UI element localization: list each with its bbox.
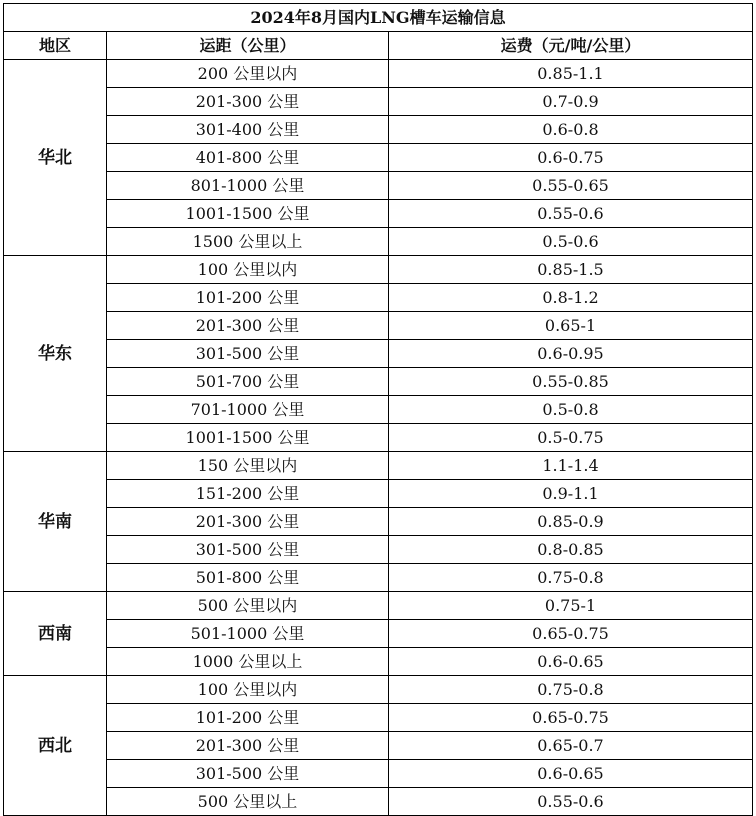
table-row <box>4 648 753 676</box>
table-row <box>4 200 753 228</box>
fee-cell: 1.1-1.4 <box>389 452 753 480</box>
fee-cell: 0.85-1.1 <box>389 60 753 88</box>
region-name: 西北 <box>4 676 107 816</box>
table-row <box>4 788 753 816</box>
distance-cell: 801-1000 公里 <box>107 172 389 200</box>
table-row <box>4 144 753 172</box>
fee-cell: 0.8-0.85 <box>389 536 753 564</box>
distance-cell: 301-500 公里 <box>107 340 389 368</box>
fee-cell: 0.6-0.8 <box>389 116 753 144</box>
fee-cell: 0.8-1.2 <box>389 284 753 312</box>
table-row <box>4 620 753 648</box>
fee-cell: 0.6-0.65 <box>389 648 753 676</box>
fee-cell: 0.5-0.8 <box>389 396 753 424</box>
region-name: 华南 <box>4 452 107 592</box>
table-row <box>4 396 753 424</box>
table-row <box>4 312 753 340</box>
fee-cell: 0.75-0.8 <box>389 676 753 704</box>
fee-cell: 0.65-0.7 <box>389 732 753 760</box>
fee-cell: 0.6-0.75 <box>389 144 753 172</box>
distance-cell: 201-300 公里 <box>107 312 389 340</box>
distance-cell: 301-500 公里 <box>107 760 389 788</box>
distance-cell: 200 公里以内 <box>107 60 389 88</box>
region-name: 华北 <box>4 60 107 256</box>
title-row <box>4 4 753 32</box>
distance-cell: 501-700 公里 <box>107 368 389 396</box>
lng-transport-table <box>3 3 753 816</box>
header-distance: 运距（公里） <box>107 32 389 60</box>
distance-cell: 150 公里以内 <box>107 452 389 480</box>
distance-cell: 1001-1500 公里 <box>107 424 389 452</box>
table-row <box>4 424 753 452</box>
fee-cell: 0.85-1.5 <box>389 256 753 284</box>
region-name: 华东 <box>4 256 107 452</box>
fee-cell: 0.55-0.85 <box>389 368 753 396</box>
fee-cell: 0.75-0.8 <box>389 564 753 592</box>
distance-cell: 201-300 公里 <box>107 88 389 116</box>
table-row <box>4 676 753 704</box>
fee-cell: 0.65-0.75 <box>389 620 753 648</box>
header-region: 地区 <box>4 32 107 60</box>
table-row <box>4 480 753 508</box>
distance-cell: 500 公里以上 <box>107 788 389 816</box>
fee-cell: 0.6-0.95 <box>389 340 753 368</box>
fee-cell: 0.85-0.9 <box>389 508 753 536</box>
distance-cell: 151-200 公里 <box>107 480 389 508</box>
fee-cell: 0.6-0.65 <box>389 760 753 788</box>
table-row <box>4 88 753 116</box>
distance-cell: 1000 公里以上 <box>107 648 389 676</box>
table-row <box>4 592 753 620</box>
distance-cell: 301-500 公里 <box>107 536 389 564</box>
table-row <box>4 760 753 788</box>
distance-cell: 201-300 公里 <box>107 732 389 760</box>
distance-cell: 500 公里以内 <box>107 592 389 620</box>
table-row <box>4 340 753 368</box>
table-row <box>4 704 753 732</box>
fee-cell: 0.5-0.75 <box>389 424 753 452</box>
table-row <box>4 284 753 312</box>
fee-cell: 0.7-0.9 <box>389 88 753 116</box>
fee-cell: 0.65-0.75 <box>389 704 753 732</box>
header-fee: 运费（元/吨/公里） <box>389 32 753 60</box>
table-row <box>4 508 753 536</box>
table-row <box>4 228 753 256</box>
table-row <box>4 60 753 88</box>
table-row <box>4 536 753 564</box>
distance-cell: 100 公里以内 <box>107 676 389 704</box>
table-row <box>4 172 753 200</box>
distance-cell: 100 公里以内 <box>107 256 389 284</box>
table-row <box>4 116 753 144</box>
distance-cell: 501-800 公里 <box>107 564 389 592</box>
distance-cell: 501-1000 公里 <box>107 620 389 648</box>
table-row <box>4 564 753 592</box>
distance-cell: 1001-1500 公里 <box>107 200 389 228</box>
distance-cell: 101-200 公里 <box>107 284 389 312</box>
table-body <box>4 60 753 816</box>
fee-cell: 0.55-0.6 <box>389 788 753 816</box>
table-row <box>4 256 753 284</box>
table-row <box>4 368 753 396</box>
distance-cell: 701-1000 公里 <box>107 396 389 424</box>
distance-cell: 101-200 公里 <box>107 704 389 732</box>
table-row <box>4 732 753 760</box>
table-row <box>4 452 753 480</box>
table-title: 2024年8月国内LNG槽车运输信息 <box>4 4 753 32</box>
distance-cell: 201-300 公里 <box>107 508 389 536</box>
fee-cell: 0.55-0.65 <box>389 172 753 200</box>
header-row <box>4 32 753 60</box>
fee-cell: 0.9-1.1 <box>389 480 753 508</box>
fee-cell: 0.65-1 <box>389 312 753 340</box>
fee-cell: 0.5-0.6 <box>389 228 753 256</box>
distance-cell: 301-400 公里 <box>107 116 389 144</box>
region-name: 西南 <box>4 592 107 676</box>
distance-cell: 401-800 公里 <box>107 144 389 172</box>
fee-cell: 0.55-0.6 <box>389 200 753 228</box>
distance-cell: 1500 公里以上 <box>107 228 389 256</box>
fee-cell: 0.75-1 <box>389 592 753 620</box>
